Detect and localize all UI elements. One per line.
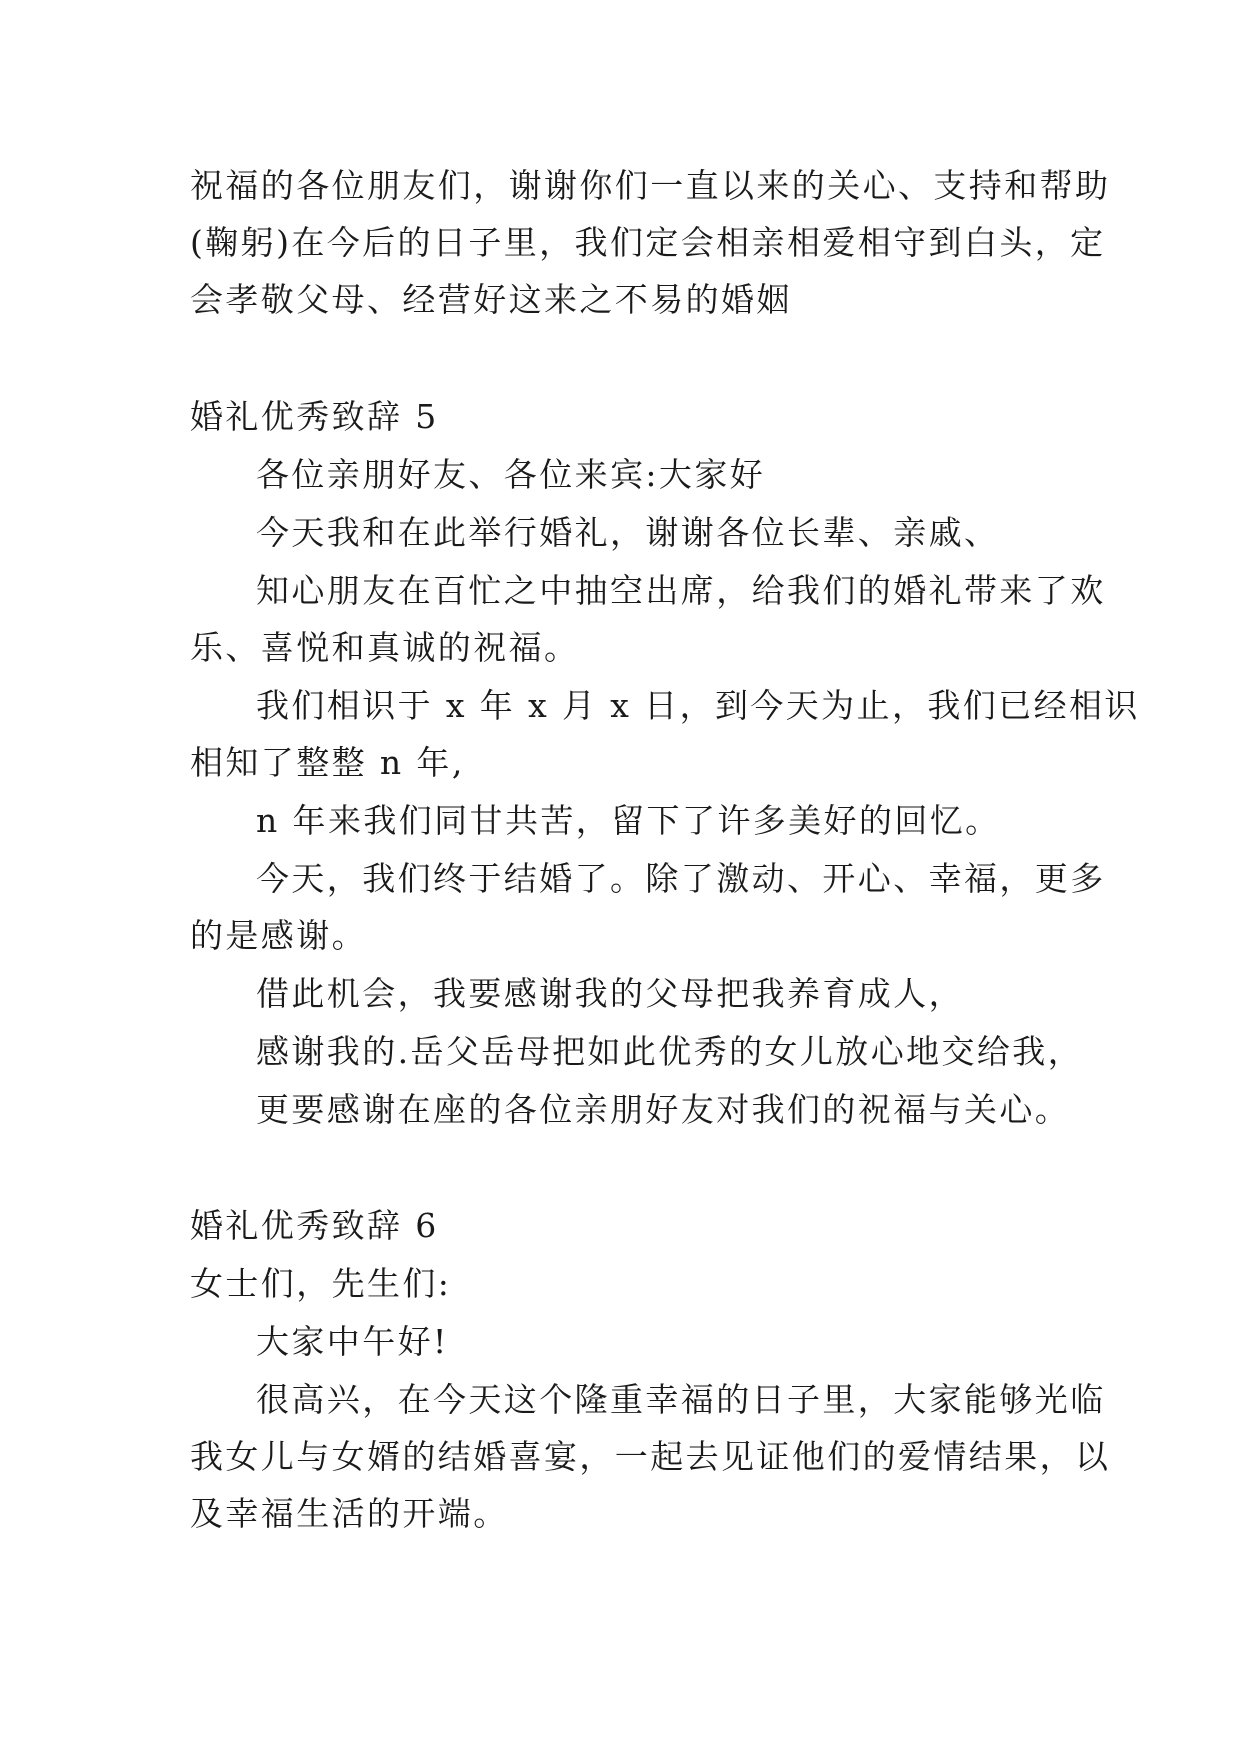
section5-greeting: 各位亲朋好友、各位来宾:大家好 [256, 455, 766, 494]
section4-tail-line-1: 祝福的各位朋友们，谢谢你们一直以来的关心、支持和帮助 [190, 166, 1111, 205]
section6-salutation: 女士们，先生们: [190, 1264, 452, 1303]
section5-heading: 婚礼优秀致辞 5 [190, 397, 439, 436]
section5-paragraph-2-line-1: 知心朋友在百忙之中抽空出席，给我们的婚礼带来了欢 [256, 571, 1106, 610]
section6-paragraph-1-line-1: 很高兴，在今天这个隆重幸福的日子里，大家能够光临 [256, 1380, 1106, 1419]
section5-paragraph-5-line-2: 的是感谢。 [190, 916, 367, 955]
section6-paragraph-1-line-2: 我女儿与女婿的结婚喜宴，一起去见证他们的爱情结果，以 [190, 1437, 1111, 1476]
section5-paragraph-6: 借此机会，我要感谢我的父母把我养育成人， [256, 974, 964, 1013]
section5-paragraph-5-line-1: 今天，我们终于结婚了。除了激动、开心、幸福，更多 [256, 859, 1106, 898]
section5-paragraph-8: 更要感谢在座的各位亲朋好友对我们的祝福与关心。 [256, 1090, 1071, 1129]
section5-paragraph-1: 今天我和在此举行婚礼，谢谢各位长辈、亲戚、 [256, 513, 1000, 552]
section5-paragraph-3-line-2: 相知了整整 n 年, [190, 743, 465, 782]
section5-paragraph-4: n 年来我们同甘共苦，留下了许多美好的回忆。 [256, 801, 1001, 840]
section5-paragraph-3-line-1: 我们相识于 x 年 x 月 x 日，到今天为止，我们已经相识 [256, 686, 1140, 725]
section4-tail-line-2: (鞠躬)在今后的日子里，我们定会相亲相爱相守到白头，定 [190, 223, 1106, 262]
section6-paragraph-1-line-3: 及幸福生活的开端。 [190, 1494, 509, 1533]
section6-greeting: 大家中午好! [256, 1322, 449, 1361]
section6-heading: 婚礼优秀致辞 6 [190, 1206, 439, 1245]
section5-paragraph-7: 感谢我的.岳父岳母把如此优秀的女儿放心地交给我， [256, 1032, 1084, 1071]
section4-tail-line-3: 会孝敬父母、经营好这来之不易的婚姻 [190, 280, 792, 319]
section5-paragraph-2-line-2: 乐、喜悦和真诚的祝福。 [190, 628, 580, 667]
